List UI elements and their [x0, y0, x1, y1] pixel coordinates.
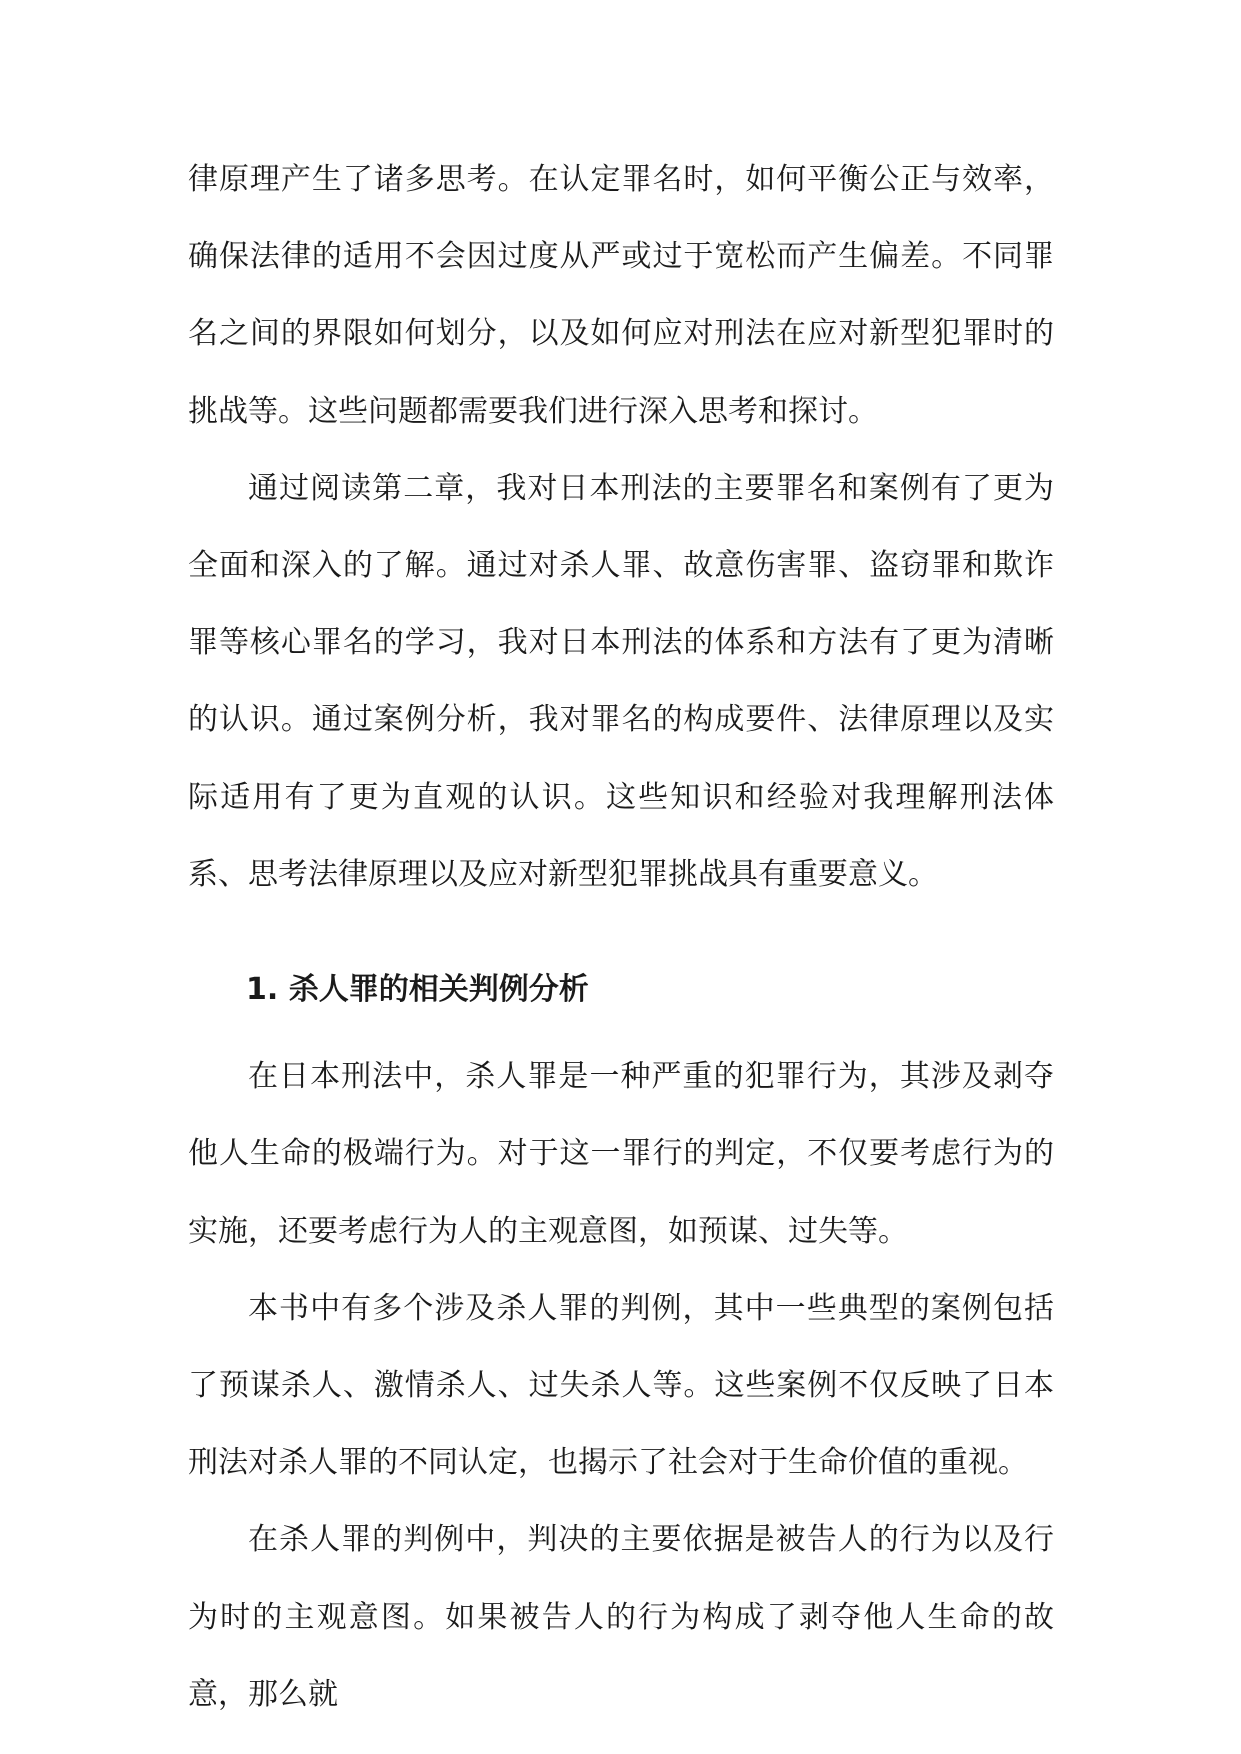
section-spacer [188, 913, 1054, 935]
paragraph-murder-judgment: 在杀人罪的判例中，判决的主要依据是被告人的行为以及行为时的主观意图。如果被告人的行为构成了剥夺他人生命的故意，那么就 [188, 1522, 1054, 1712]
paragraph-chapter-summary: 通过阅读第二章，我对日本刑法的主要罪名和案例有了更为全面和深入的了解。通过对杀人罪、故意伤害罪、盗窃罪和欺诈罪等核心罪名的学习，我对日本刑法的体系和方法有了更为清晰的认识。通过案例分析，我对罪名的构成要件、法律原理以及实际适用有了更为直观的认识。这些知识和经验对我理解刑法体系、思考法律原理以及应对新型犯罪挑战具有重要意义。 [188, 470, 1054, 892]
document-body [188, 141, 1054, 1733]
section-heading: 1. 杀人罪的相关判例分析 [246, 972, 589, 1008]
paragraph-murder-intro: 在日本刑法中，杀人罪是一种严重的犯罪行为，其涉及剥夺他人生命的极端行为。对于这一罪行的判定，不仅要考虑行为的实施，还要考虑行为人的主观意图，如预谋、过失等。 [188, 1059, 1054, 1249]
paragraph-continuation: 律原理产生了诸多思考。在认定罪名时，如何平衡公正与效率，确保法律的适用不会因过度从严或过于宽松而产生偏差。不同罪名之间的界限如何划分，以及如何应对刑法在应对新型犯罪时的挑战等。这些问题都需要我们进行深入思考和探讨。 [188, 162, 1054, 429]
paragraph-murder-cases: 本书中有多个涉及杀人罪的判例，其中一些典型的案例包括了预谋杀人、激情杀人、过失杀人等。这些案例不仅反映了日本刑法对杀人罪的不同认定，也揭示了社会对于生命价值的重视。 [188, 1290, 1054, 1481]
